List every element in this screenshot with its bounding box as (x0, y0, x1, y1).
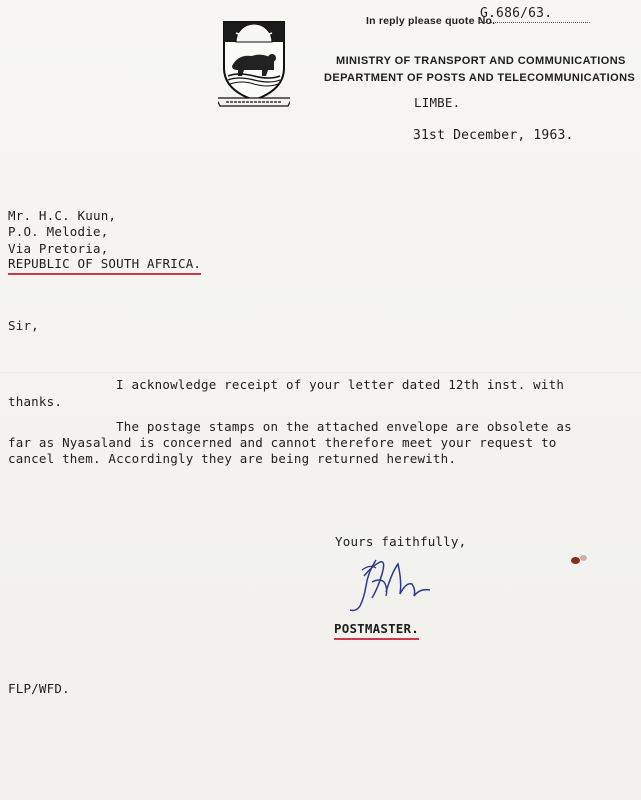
reference-initials: FLP/WFD. (8, 681, 70, 696)
paragraph-line: thanks. (8, 394, 63, 409)
handwritten-signature (342, 552, 434, 616)
address-line: Via Pretoria, (8, 241, 109, 256)
ink-stain (580, 555, 587, 561)
letter-date: 31st December, 1963. (413, 128, 574, 143)
paper-fold (0, 372, 641, 374)
address-line: Mr. H.C. Kuun, (8, 208, 117, 223)
ink-stain (571, 557, 580, 564)
department-heading: DEPARTMENT OF POSTS AND TELECOMMUNICATIONS (324, 72, 636, 84)
paragraph-line: I acknowledge receipt of your letter dated 12th inst. with (116, 377, 565, 392)
ministry-heading: MINISTRY OF TRANSPORT AND COMMUNICATIONS (336, 55, 626, 67)
paragraph-line: The postage stamps on the attached envelope are obsolete as (116, 419, 572, 434)
valediction: Yours faithfully, (335, 534, 467, 549)
salutation: Sir, (8, 318, 39, 333)
place-name: LIMBE. (414, 95, 461, 110)
address-line: P.O. Melodie, (8, 224, 109, 239)
quote-dotted-line (480, 22, 590, 23)
quote-label: In reply please quote No. (366, 15, 496, 27)
coat-of-arms-icon (218, 18, 290, 108)
address-country: REPUBLIC OF SOUTH AFRICA. (8, 256, 201, 275)
signatory-title: POSTMASTER. (334, 621, 419, 640)
paragraph-line: far as Nyasaland is concerned and cannot therefore meet your request to (8, 435, 557, 450)
paragraph-line: cancel them. Accordingly they are being returned herewith. (8, 451, 457, 466)
quote-number: G.686/63. (480, 6, 553, 21)
